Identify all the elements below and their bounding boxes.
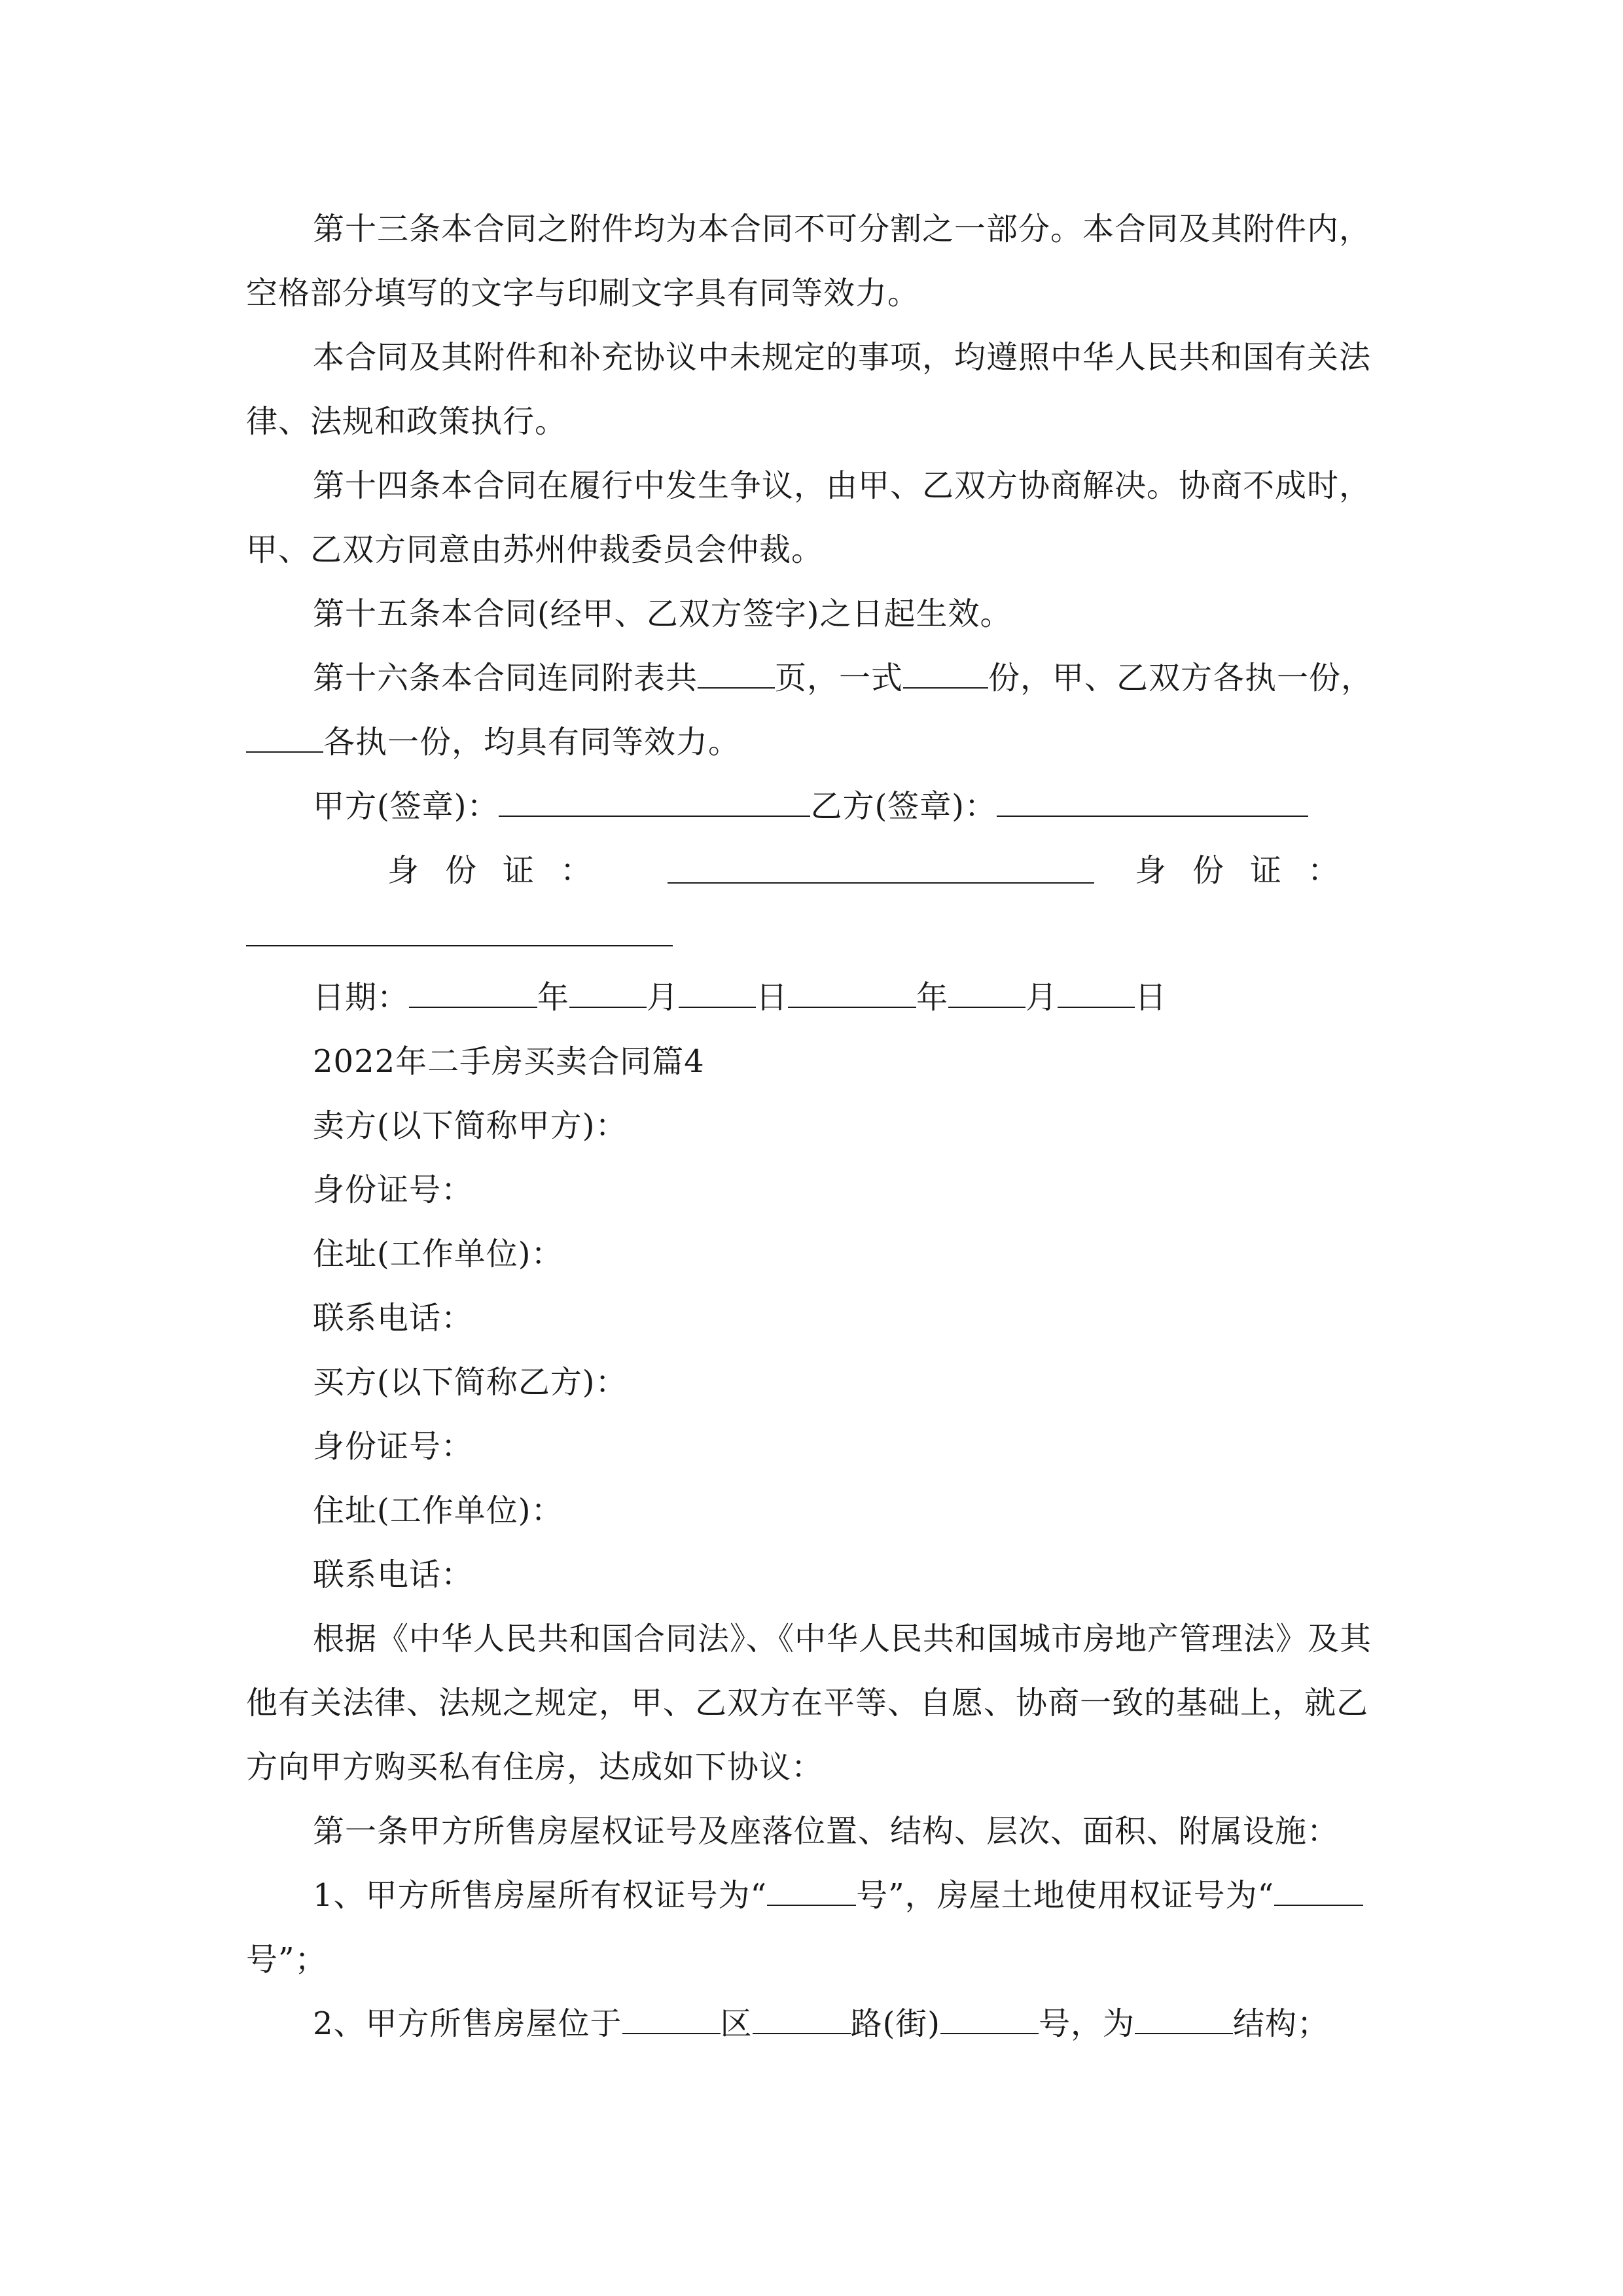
supplementary-line2: 律、法规和政策执行。	[246, 403, 567, 440]
contract4-title: 2022年二手房买卖合同篇4	[313, 1043, 705, 1080]
buyer-label: 买方(以下简称乙方)：	[313, 1364, 628, 1401]
item2-text-a: 2、甲方所售房屋位于	[313, 2005, 622, 2042]
clause16-text-c: 份，甲、乙双方各执一份，	[988, 660, 1374, 696]
clause16-line1	[313, 658, 1373, 698]
article1: 第一条甲方所售房屋权证号及座落位置、结构、层次、面积、附属设施：	[313, 1813, 1340, 1850]
month-a-label: 月	[647, 979, 679, 1016]
seller-address-label: 住址(工作单位)：	[313, 1236, 563, 1272]
preamble-line3: 方向甲方购买私有住房，达成如下协议：	[246, 1749, 824, 1785]
land-cert-blank[interactable]	[1274, 1876, 1363, 1906]
clause16-text-a: 第十六条本合同连同附表共	[313, 660, 698, 696]
clause15: 第十五条本合同(经甲、乙双方签字)之日起生效。	[313, 596, 1012, 632]
item2-text-d: 号，为	[1039, 2005, 1135, 2042]
clause13-line1: 第十三条本合同之附件均为本合同不可分割之一部分。本合同及其附件内，	[313, 211, 1372, 247]
item2-text-e: 结构；	[1233, 2005, 1330, 2042]
pages-blank[interactable]	[698, 658, 775, 689]
party-b-id-blank[interactable]	[246, 945, 673, 946]
clause16-text-d: 各执一份，均具有同等效力。	[323, 724, 741, 761]
holder-blank[interactable]	[246, 723, 323, 753]
seller-phone-label: 联系电话：	[313, 1300, 474, 1336]
item2-text-c: 路(街)	[850, 2005, 941, 2042]
party-a-sign-blank[interactable]	[499, 787, 810, 817]
clause14-line2: 甲、乙双方同意由苏州仲裁委员会仲裁。	[246, 531, 824, 568]
road-blank[interactable]	[753, 2004, 851, 2034]
item1-line2: 号”；	[246, 1941, 327, 1978]
month-b-blank[interactable]	[948, 978, 1026, 1008]
year-b-blank[interactable]	[788, 978, 916, 1008]
date-line	[313, 978, 1167, 1017]
district-blank[interactable]	[622, 2004, 721, 2034]
buyer-phone-label: 联系电话：	[313, 1556, 474, 1593]
signature-line	[313, 787, 1308, 826]
date-label: 日期：	[313, 979, 410, 1016]
party-b-id-label: 身份证：	[1135, 852, 1366, 889]
buyer-address-label: 住址(工作单位)：	[313, 1492, 563, 1529]
day-a-label: 日	[756, 979, 789, 1016]
preamble-line2: 他有关法律、法规之规定，甲、乙双方在平等、自愿、协商一致的基础上，就乙	[246, 1685, 1369, 1721]
month-a-blank[interactable]	[569, 978, 647, 1008]
structure-blank[interactable]	[1135, 2004, 1233, 2034]
supplementary-line1: 本合同及其附件和补充协议中未规定的事项，均遵照中华人民共和国有关法	[313, 339, 1372, 376]
ownership-cert-blank[interactable]	[767, 1876, 856, 1906]
clause16-line2	[246, 723, 740, 762]
preamble-line1: 根据《中华人民共和国合同法》、《中华人民共和国城市房地产管理法》及其	[313, 1621, 1372, 1657]
item1-line1	[313, 1876, 1363, 1915]
number-blank[interactable]	[940, 2004, 1039, 2034]
seller-id-label: 身份证号：	[313, 1172, 474, 1208]
item1-text-b: 号”，房屋土地使用权证号为“	[856, 1877, 1275, 1914]
buyer-id-label: 身份证号：	[313, 1428, 474, 1465]
day-b-blank[interactable]	[1058, 978, 1135, 1008]
item2-text-b: 区	[720, 2005, 753, 2042]
clause13-line2: 空格部分填写的文字与印刷文字具有同等效力。	[246, 275, 920, 312]
seller-label: 卖方(以下简称甲方)：	[313, 1107, 628, 1144]
party-a-id-label: 身份证：	[387, 852, 618, 889]
year-a-blank[interactable]	[409, 978, 537, 1008]
item2-line	[313, 2004, 1329, 2043]
year-a-label: 年	[537, 979, 570, 1016]
day-a-blank[interactable]	[679, 978, 756, 1008]
party-b-sign-label: 乙方(签章)：	[810, 788, 997, 825]
day-b-label: 日	[1135, 979, 1168, 1016]
party-a-id-blank[interactable]	[668, 882, 1094, 884]
clause16-text-b: 页，一式	[775, 660, 904, 696]
party-a-sign-label: 甲方(签章)：	[313, 788, 499, 825]
item1-text-a: 1、甲方所售房屋所有权证号为“	[313, 1877, 768, 1914]
year-b-label: 年	[916, 979, 949, 1016]
party-b-sign-blank[interactable]	[997, 787, 1308, 817]
copies-blank[interactable]	[903, 658, 988, 689]
month-b-label: 月	[1026, 979, 1058, 1016]
clause14-line1: 第十四条本合同在履行中发生争议，由甲、乙双方协商解决。协商不成时，	[313, 467, 1372, 504]
